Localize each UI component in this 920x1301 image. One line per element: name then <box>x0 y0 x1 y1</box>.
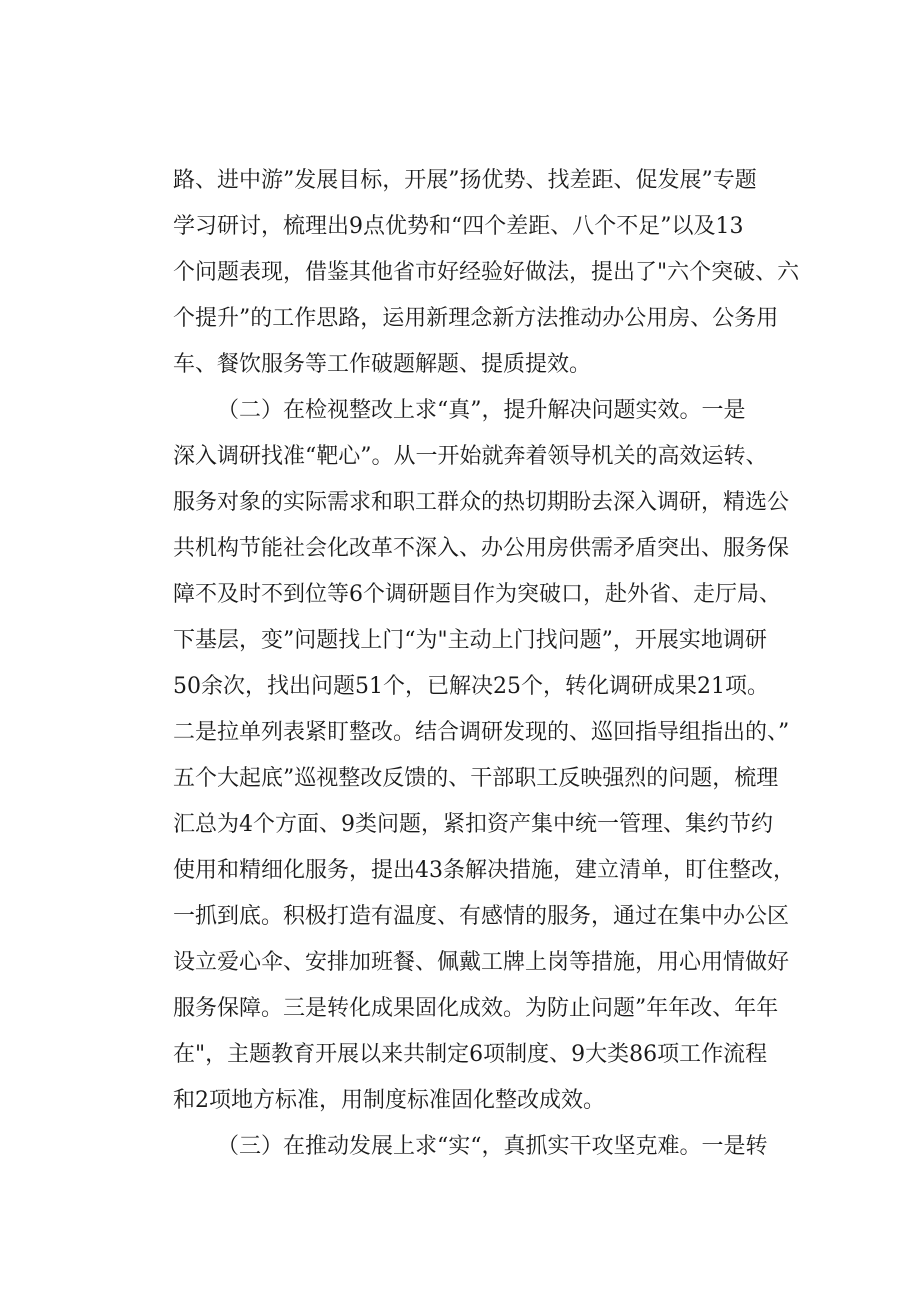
text-line: 一抓到底。积极打造有温度、有感情的服务，通过在集中办公区 <box>173 904 790 929</box>
text-line: 深入调研找准“靶心”。从一开始就奔着领导机关的高效运转、 <box>173 444 768 469</box>
text-line: 50余次，找出问题51个，已解决25个，转化调研成果21项。 <box>173 674 769 699</box>
text-line: 下基层，变”问题找上门“为"主动上门找问题”，开展实地调研 <box>173 628 767 653</box>
text-line: 个提升”的工作思路，运用新理念新方法推动办公用房、公务用 <box>173 306 779 331</box>
text-line: 服务保障。三是转化成果固化成效。为防止问题”年年改、年年 <box>173 996 779 1021</box>
text-line: 共机构节能社会化改革不深入、办公用房供需矛盾突出、服务保 <box>173 536 790 561</box>
text-line: 路、进中游”发展目标，开展”扬优势、找差距、促发展”专题 <box>173 168 757 193</box>
text-line: 汇总为4个方面、9类问题，紧扣资产集中统一管理、集约节约 <box>173 812 773 837</box>
text-line: 设立爱心伞、安排加班餐、佩戴工牌上岗等措施，用心用情做好 <box>173 950 790 975</box>
text-line: 学习研讨，梳理出9点优势和“四个差距、八个不足”以及13 <box>173 214 744 239</box>
text-line: 个问题表现，借鉴其他省市好经验好做法，提出了"六个突破、六 <box>173 260 800 285</box>
text-line: 服务对象的实际需求和职工群众的热切期盼去深入调研，精选公 <box>173 490 790 515</box>
text-line: 二是拉单列表紧盯整改。结合调研发现的、巡回指导组指出的、” <box>173 720 790 745</box>
paragraph-heading-3: （三）在推动发展上求“实“，真抓实干攻坚克难。一是转 <box>217 1134 768 1159</box>
text-line: 和2项地方标准，用制度标准固化整改成效。 <box>173 1088 605 1113</box>
text-line: 在"，主题教育开展以来共制定6项制度、9大类86项工作流程 <box>173 1042 768 1067</box>
text-line: 五个大起底”巡视整改反馈的、干部职工反映强烈的问题，梳理 <box>173 766 779 791</box>
paragraph-heading-2: （二）在检视整改上求“真”，提升解决问题实效。一是 <box>217 398 746 423</box>
text-line: 使用和精细化服务，提出43条解决措施，建立清单，盯住整改， <box>173 858 795 883</box>
text-line: 障不及时不到位等6个调研题目作为突破口，赴外省、走厅局、 <box>173 582 781 607</box>
text-line: 车、餐饮服务等工作破题解题、提质提效。 <box>173 352 592 377</box>
